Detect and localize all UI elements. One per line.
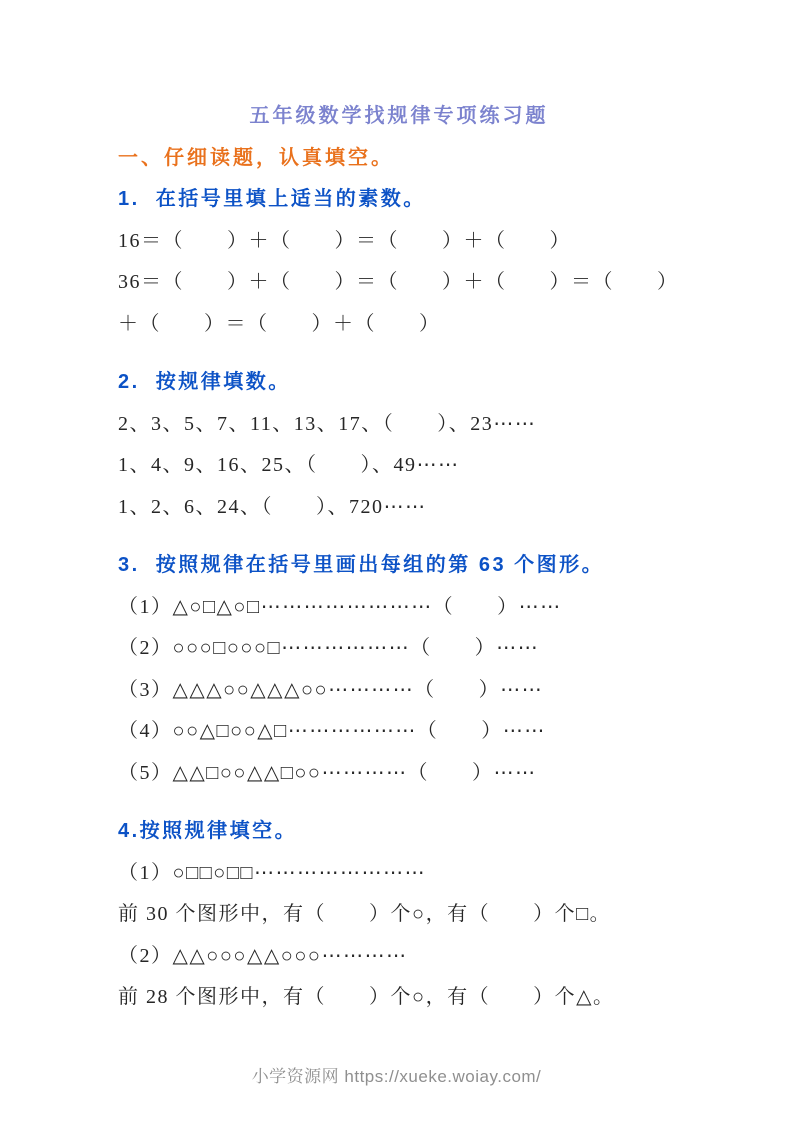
question-2-heading: 2. 按规律填数。 xyxy=(118,371,291,393)
question-2-sequence-line: 1、2、6、24、（ ）、720⋯⋯ xyxy=(118,495,427,518)
worksheet-content xyxy=(118,96,680,1019)
question-4-heading: 4.按照规律填空。 xyxy=(118,820,298,842)
question-1-equation-line: 36＝（ ）＋（ ）＝（ ）＋（ ）＝（ ） xyxy=(118,271,679,293)
question-2-sequence-line: 1、4、9、16、25、（ ）、49⋯⋯ xyxy=(118,454,460,476)
question-4-fill-line: 前 28 个图形中，有（ ）个○，有（ ）个△。 xyxy=(118,986,615,1008)
question-1-equation-line: ＋（ ）＝（ ）＋（ ） xyxy=(118,312,441,335)
question-3-shape-line: （4）○○△□○○△□⋯⋯⋯⋯⋯⋯（ ）⋯⋯ xyxy=(118,720,546,742)
question-1-equation-line: 16＝（ ）＋（ ）＝（ ）＋（ ） xyxy=(118,229,571,252)
page-title: 五年级数学找规律专项练习题 xyxy=(249,105,549,127)
question-4-shape-line: （1）○□□○□□⋯⋯⋯⋯⋯⋯⋯⋯ xyxy=(118,861,426,884)
question-1-heading: 1. 在括号里填上适当的素数。 xyxy=(118,188,426,210)
question-3-shape-line: （5）△△□○○△△□○○⋯⋯⋯⋯（ ）⋯⋯ xyxy=(118,761,537,784)
question-4-fill-line: 前 30 个图形中，有（ ）个○，有（ ）个□。 xyxy=(118,903,612,925)
question-4-shape-line: （2）△△○○○△△○○○⋯⋯⋯⋯ xyxy=(118,944,408,967)
question-3-shape-line: （2）○○○□○○○□⋯⋯⋯⋯⋯⋯（ ）⋯⋯ xyxy=(118,637,540,659)
question-2-sequence-line: 2、3、5、7、11、13、17、（ ）、23⋯⋯ xyxy=(118,412,537,435)
footer-source-url: 小学资源网 https://xueke.woiay.com/ xyxy=(251,1067,542,1086)
question-3-heading: 3. 按照规律在括号里画出每组的第 63 个图形。 xyxy=(118,554,605,576)
question-3-shape-line: （1）△○□△○□⋯⋯⋯⋯⋯⋯⋯⋯（ ）⋯⋯ xyxy=(118,595,562,618)
question-3-shape-line: （3）△△△○○△△△○○⋯⋯⋯⋯（ ）⋯⋯ xyxy=(118,678,544,701)
section-one-heading: 一、仔细读题，认真填空。 xyxy=(118,146,394,169)
